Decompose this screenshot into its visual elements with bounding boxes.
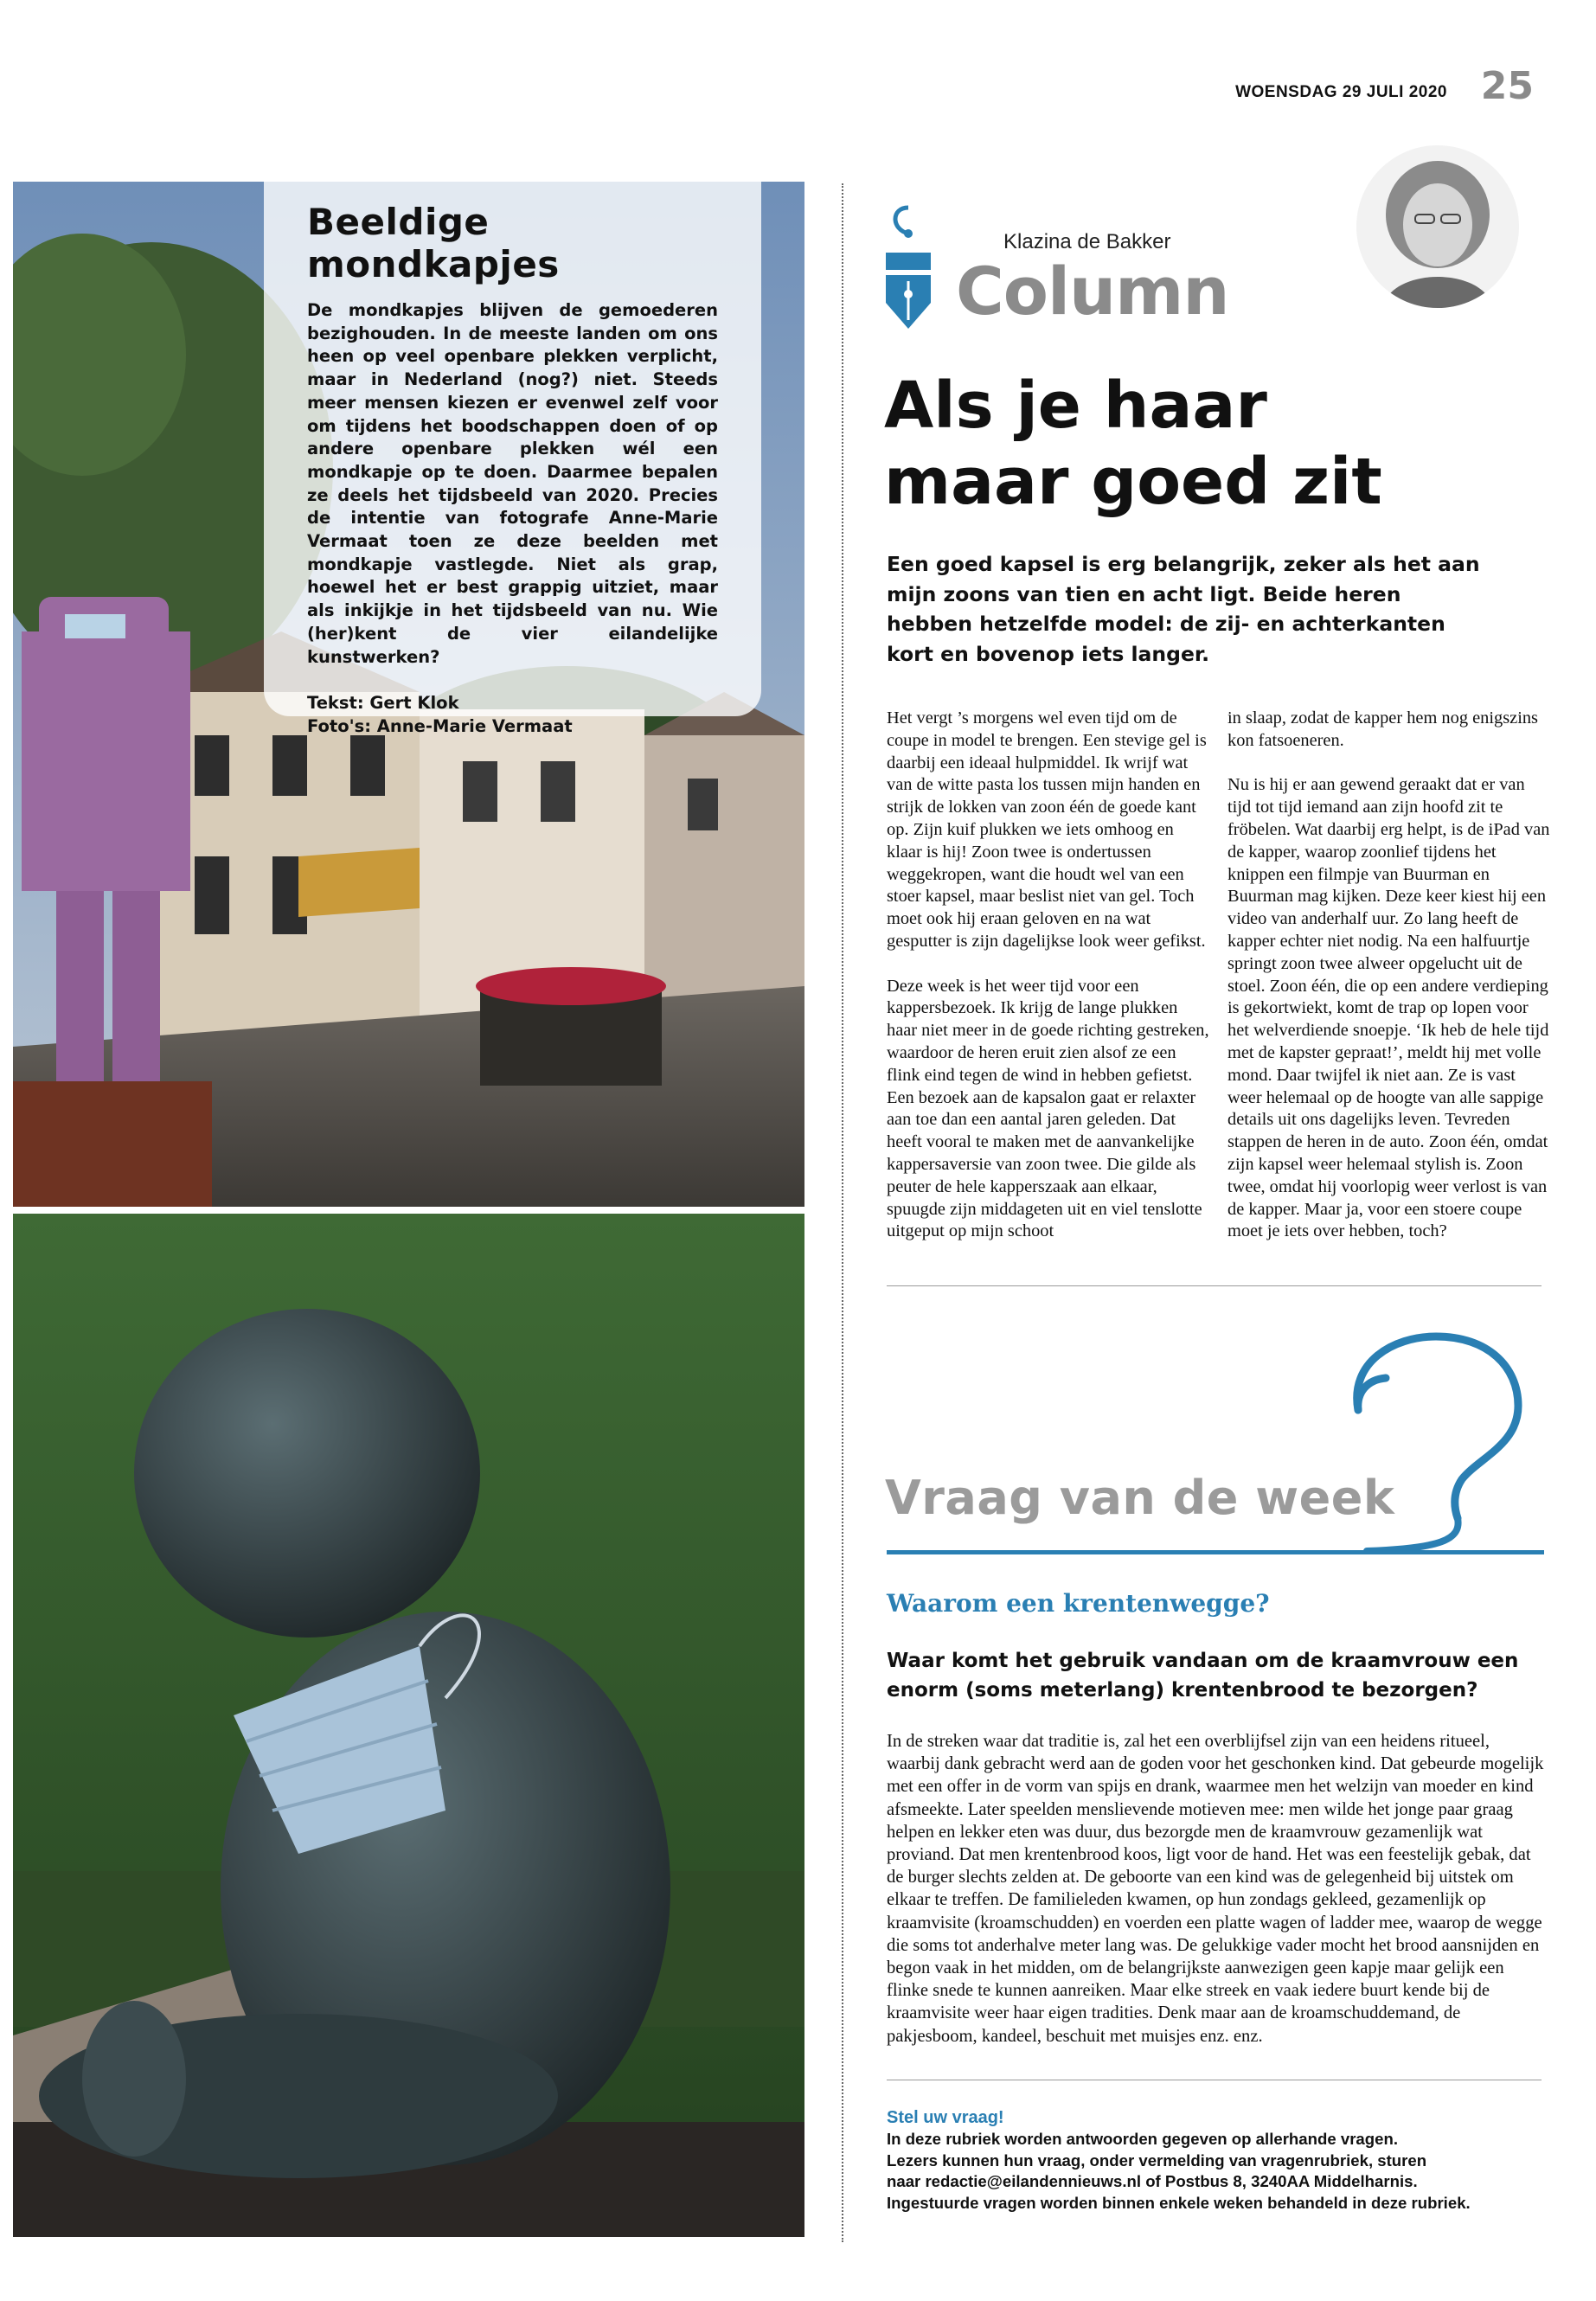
column-lead: Een goed kapsel is erg belangrijk, zeker als het aan mijn zoons van tien en acht ligt. Beide heren hebben hetzelfde model: de zij- en achterkanten kort en bovenop iets langer. [887, 552, 1480, 666]
paragraph: in slaap, zodat de kapper hem nog enigszins kon fatsoeneren. [1227, 708, 1538, 750]
paragraph: Deze week is het weer tijd voor een kappersbezoek. Ik krijg de lange plukken haar niet meer in de goede richting gestreken, waardoor de heren eruit zien alsof ze een flink eind tegen de wind in hebben gefietst. Een bezoek aan de kapsalon gaat er relaxter aan toe dan een aantal jaren geleden. Dat heeft vooral te maken met de aanvankelijke kappersaversie van zoon twee. Die gilde als peuter de hele kapperszaak aan elkaar, spuugde zijn middageten uit en viel tenslotte uitgeput op mijn schoot [887, 976, 1209, 1241]
fountain-pen-icon [882, 199, 934, 337]
headline-line-1: Als je haar [884, 369, 1267, 443]
vraag-answer: In de streken waar dat traditie is, zal het een overblijfsel zijn van een heidens ritueel, waarbij dank gebracht werd aan de goden voor het geschonken kind. Dat gebeurde mogelijk met een offer in de vorm van spijs en drank, waarmee men het welzijn van moeder en kind afsmeekte. Later speelden menslievende motieven mee: men wilde het jonge paar graag helpen en lekker eten was duur, dus bezorgde men de kraamvrouw gezamenlijk wat proviand. Dat men krentenbrood koos, ligt voor de hand. Het was een feestelijk gebak, dat de burger slechts zelden at. De geboorte van een kind was de gelegenheid bij uitstek om elkaar te treffen. De familieleden kwamen, op hun zondags gekleed, gezamenlijk op kraamvisite (kroamschudden) en voerden een platte wagen of ladder mee, waarop de wegge die soms tot anderhalve meter lang was. De gelukkige vader mocht het brood aansnijden en begon vaak in het midden, om de belangrijkste aanwezigen geen kapje maar gelijk een flinke snede te kunnen aanreiken. Maar elke streek en vaak iedere buurt kende bij de kraamvisite weer haar eigen tradities. Denk maar aan de kroamschuddemand, de pakjesboom, kandeel, beschuit met muisjes enz. enz. [887, 1732, 1544, 2046]
page-number: 25 [1480, 64, 1534, 108]
column-body-col-2 [1227, 708, 1550, 1266]
column-divider [842, 183, 843, 2242]
credit-photo: Foto's: Anne-Marie Vermaat [307, 716, 573, 737]
info-box [264, 182, 761, 737]
section-divider [887, 1285, 1542, 1286]
paragraph: Nu is hij er aan gewend geraakt dat er van tijd tot tijd iemand aan zijn hoofd zit te fröbelen. Wat daarbij erg helpt, is de iPad van de kapper, waarop zoonlief tijdens het knippen een filmpje van Buurman en Buurman mag kijken. Deze keer kiest hij een video van anderhalf uur. Zo lang heeft de kapper echter niet nodig. Na een halfuurtje springt zoon twee alweer opgelucht uit de stoel. Zoon één, die op een andere verdieping is gekortwiekt, komt de trap op lopen voor het welverdiende snoepje. ‘Ik heb de hele tijd met de kapster gepraat!’, meldt hij met volle mond. Daar twijfel ik niet aan. Ze is vast weer helemaal op de hoogte van alle sappige details uit ons dagelijks leven. Tevreden stappen de heren in de auto. Zoon één, omdat zijn kapsel weer helemaal stylish is. Zoon twee, omdat hij voorlopig weer verlost is van de kapper. Maar ja, voor een stoere coupe moet je iets over hebben, toch? [1227, 775, 1550, 1241]
info-line: In deze rubriek worden antwoorden gegeven op allerhande vragen. [887, 2130, 1398, 2148]
column-body-col-1 [887, 708, 1209, 1266]
info-line: Lezers kunnen hun vraag, onder vermelding van vragenrubriek, sturen [887, 2150, 1427, 2170]
vraag-subtitle: Waarom een krentenwegge? [887, 1589, 1270, 1618]
paragraph: Het vergt ’s morgens wel even tijd om de coupe in model te brengen. Een stevige gel is daarbij een ideaal hulpmiddel. Ik wrijf wat van de witte pasta los tussen mijn handen en strijk de lokken van zoon één de goede kant op. Zijn kuif plukken we iets omhoog en klaar is hij! Zoon twee is ondertussen weggekropen, want die houdt wel van een stoer kapsel, maar beslist niet van gel. Toch moet ook hij eraan geloven en na wat gesputter is zijn dagelijkse look weer gefikst. [887, 708, 1207, 951]
infobox-title: Beeldige mondkapjes [307, 201, 560, 285]
infobox-body: De mondkapjes blijven de gemoederen bezighouden. In de meeste landen om ons heen op veel openbare plekken verplicht, maar in Nederland (nog?) niet. Steeds meer mensen kiezen er evenwel zelf voor om tijdens het boodschappen doen of op andere openbare plekken wél een mondkapje op te doen. Daarmee bepalen ze deels het tijdsbeeld van 2020. Precies de intentie van fotografe Anne-Marie Vermaat toen ze deze beelden met mondkapje vastlegde. Niet als grap, hoewel het er best grappig uitziet, maar als inkijkje in het tijdsbeeld van nu. Wie (her)kent de vier eilandelijke kunstwerken? [307, 300, 718, 667]
page-header [1025, 61, 1544, 112]
infobox-credits [307, 691, 718, 738]
info-line: Ingestuurde vragen worden binnen enkele weken behandeld in deze rubriek. [887, 2193, 1471, 2212]
vraag-underline [887, 1550, 1544, 1554]
issue-date: WOENSDAG 29 JULI 2020 [1235, 83, 1447, 101]
column-author: Klazina de Bakker [1003, 230, 1171, 253]
column-headline [884, 368, 1542, 520]
author-portrait [1356, 145, 1519, 308]
photo-child-statue [13, 1214, 804, 2237]
info-line: naar redactie@eilandennieuws.nl of Postbus 8, 3240AA Middelharnis. [887, 2172, 1418, 2190]
vraag-section-title: Vraag van de week [885, 1471, 1395, 1525]
headline-line-2: maar goed zit [884, 445, 1382, 519]
ask-question-title: Stel uw vraag! [887, 2108, 1004, 2127]
vraag-question: Waar komt het gebruik vandaan om de kraamvrouw een enorm (soms meterlang) krentenbrood te bezorgen? [887, 1650, 1519, 1702]
credit-text: Tekst: Gert Klok [307, 693, 459, 714]
ask-question-info [887, 2129, 1544, 2214]
column-label: Column [956, 253, 1229, 330]
